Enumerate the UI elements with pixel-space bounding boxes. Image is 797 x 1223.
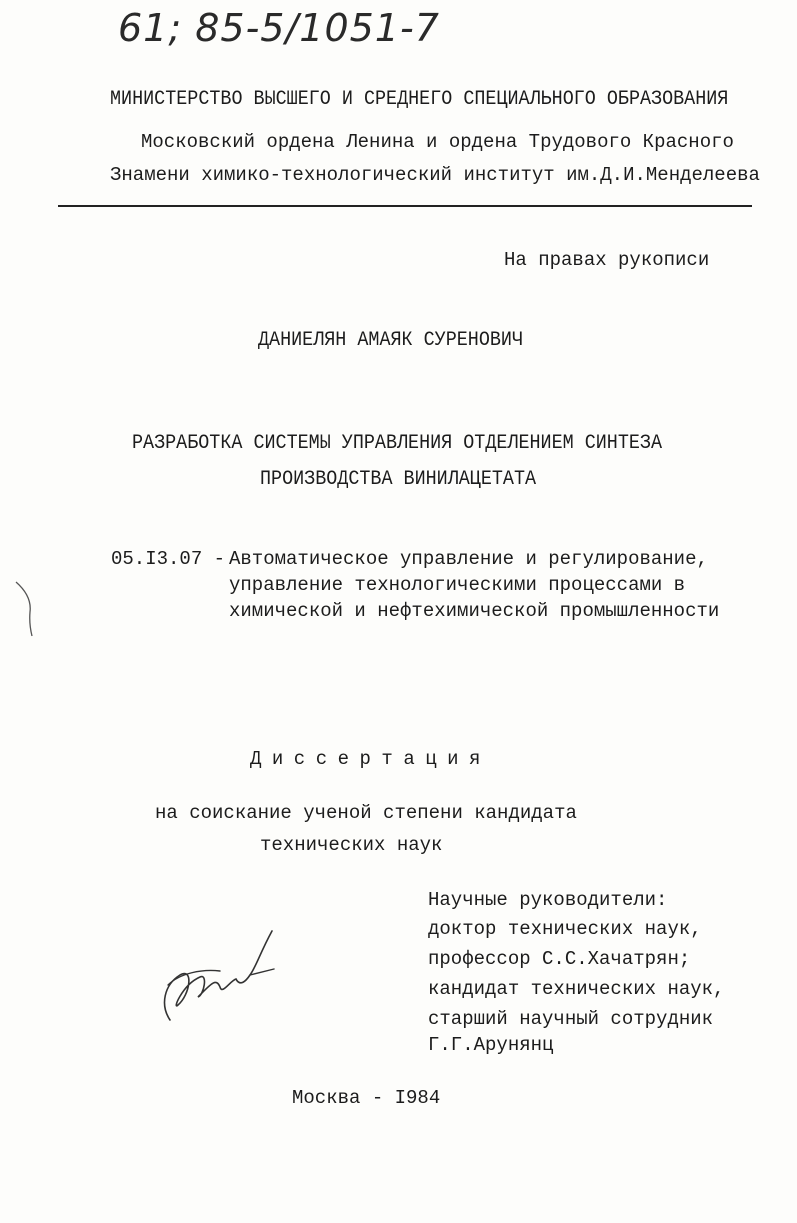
author-name: ДАНИЕЛЯН АМАЯК СУРЕНОВИЧ xyxy=(258,329,524,352)
degree-line-2: технических наук xyxy=(260,834,443,856)
margin-mark xyxy=(10,578,40,638)
archive-code: 61; 85-5/1051-7 xyxy=(118,6,440,50)
supervisor-line-4: старший научный сотрудник xyxy=(428,1008,714,1030)
manuscript-note: На правах рукописи xyxy=(504,249,710,271)
title-line-1: РАЗРАБОТКА СИСТЕМЫ УПРАВЛЕНИЯ ОТДЕЛЕНИЕМ СИНТЕЗА xyxy=(132,432,663,455)
institute-line-2: Знамени химико-технологический институт им.Д.И.Менделеева xyxy=(110,164,760,186)
signature xyxy=(150,925,280,1035)
supervisor-line-3: кандидат технических наук, xyxy=(428,978,725,1000)
supervisors-heading: Научные руководители: xyxy=(428,889,668,911)
supervisor-line-2: профессор С.С.Хачатрян; xyxy=(428,948,691,970)
specialty-code: 05.I3.07 - xyxy=(111,548,226,570)
specialty-line-2: управление технологическими процессами в xyxy=(229,574,686,596)
place-year: Москва - I984 xyxy=(292,1087,441,1109)
ministry-line: МИНИСТЕРСТВО ВЫСШЕГО И СРЕДНЕГО СПЕЦИАЛЬНОГО ОБРАЗОВАНИЯ xyxy=(110,88,729,111)
supervisor-line-5: Г.Г.Арунянц xyxy=(428,1034,554,1056)
institute-line-1: Московский ордена Ленина и ордена Трудового Красного xyxy=(141,131,734,153)
supervisor-line-1: доктор технических наук, xyxy=(428,918,702,940)
title-line-2: ПРОИЗВОДСТВА ВИНИЛАЦЕТАТА xyxy=(260,468,537,491)
header-divider xyxy=(58,205,752,207)
specialty-line-1: Автоматическое управление и регулирование, xyxy=(229,548,708,570)
work-type: Диссертация xyxy=(250,748,491,770)
specialty-line-3: химической и нефтехимической промышленности xyxy=(229,600,720,622)
degree-line-1: на соискание ученой степени кандидата xyxy=(155,802,577,824)
